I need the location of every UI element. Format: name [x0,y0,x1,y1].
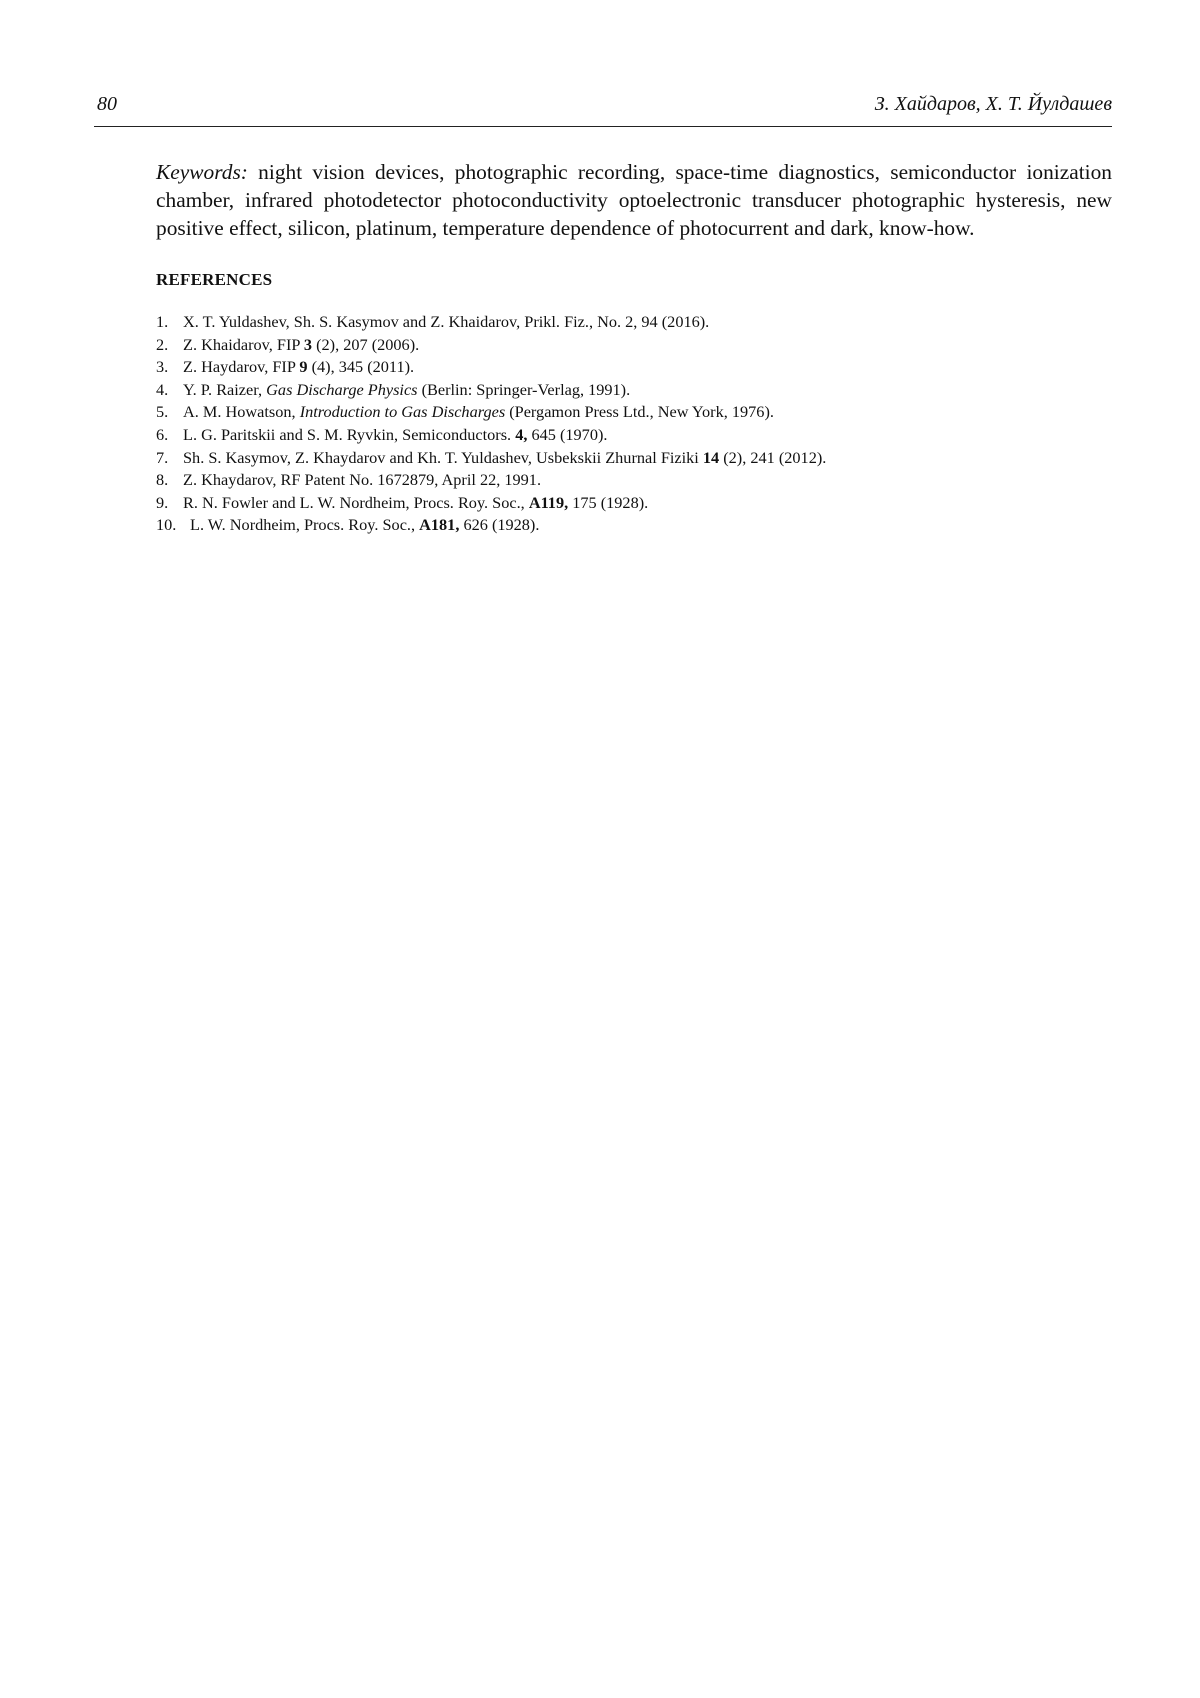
reference-item [156,514,1056,537]
reference-text: 626 (1928). [459,515,540,535]
reference-item [156,356,1056,379]
reference-number: 3. [156,357,169,377]
reference-volume: 14 [702,447,720,467]
reference-item [156,311,1056,334]
keywords-text: night vision devices, photographic recording, space-time diagnostics, semiconductor ionization chamber, infrared photodetector photoconductivity optoelectronic transducer photographic hysteresis, new positive effect, silicon, platinum, temperature dependence of photocurrent and dark, know-how. [156,160,1112,241]
reference-item [156,492,1056,515]
reference-text: (4), 345 (2011). [307,357,415,377]
reference-item [156,424,1056,447]
reference-text: Y. P. Raizer, [183,379,267,399]
reference-text: X. T. Yuldashev, Sh. S. Kasymov and Z. Khaidarov, Prikl. Fiz., No. 2, 94 (2016). [183,312,710,331]
reference-volume: 4, [515,424,528,444]
reference-text: (2), 241 (2012). [719,447,827,467]
reference-number: 5. [156,402,169,422]
reference-number: 2. [156,334,169,354]
reference-text: Z. Haydarov, FIP [183,357,300,377]
reference-text: (Pergamon Press Ltd., New York, 1976). [505,402,774,422]
reference-item [156,379,1056,402]
reference-item [156,447,1056,470]
reference-text: 175 (1928). [568,492,649,512]
reference-number: 4. [156,379,169,399]
reference-book-title: Introduction to Gas Discharges [299,402,506,422]
reference-book-title: Gas Discharge Physics [266,379,418,399]
reference-text: L. G. Paritskii and S. M. Ryvkin, Semiconductors. [183,424,516,444]
reference-text: R. N. Fowler and L. W. Nordheim, Procs. Roy. Soc., [183,492,529,512]
reference-volume: A119, [528,492,569,512]
reference-text: L. W. Nordheim, Procs. Roy. Soc., [190,515,420,535]
reference-item [156,401,1056,424]
running-head: З. Хайдаров, Х. Т. Йулдашев [874,93,1112,115]
reference-item [156,469,1056,492]
reference-text: 645 (1970). [527,424,608,444]
page-number: 80 [97,93,117,115]
reference-text: Z. Khaydarov, RF Patent No. 1672879, April 22, 1991. [183,470,542,490]
reference-text: A. M. Howatson, [183,402,300,422]
reference-text: (2), 207 (2006). [312,334,420,354]
reference-number: 7. [156,447,169,467]
keywords-label: Keywords: [156,160,248,185]
reference-volume: 9 [299,357,308,377]
keywords-paragraph [156,158,1112,242]
reference-volume: 3 [303,334,313,354]
reference-list [156,311,1056,537]
header-divider [94,126,1112,127]
reference-volume: A181, [419,515,460,535]
reference-number: 9. [156,492,169,512]
reference-number: 6. [156,424,169,444]
reference-item [156,334,1056,357]
references-heading: REFERENCES [156,270,273,289]
reference-text: Sh. S. Kasymov, Z. Khaydarov and Kh. T. Yuldashev, Usbekskii Zhurnal Fiziki [183,447,703,467]
reference-text: (Berlin: Springer-Verlag, 1991). [417,379,631,399]
reference-number: 10. [156,515,177,535]
reference-number: 1. [156,312,169,331]
reference-number: 8. [156,470,169,490]
reference-text: Z. Khaidarov, FIP [183,334,304,354]
